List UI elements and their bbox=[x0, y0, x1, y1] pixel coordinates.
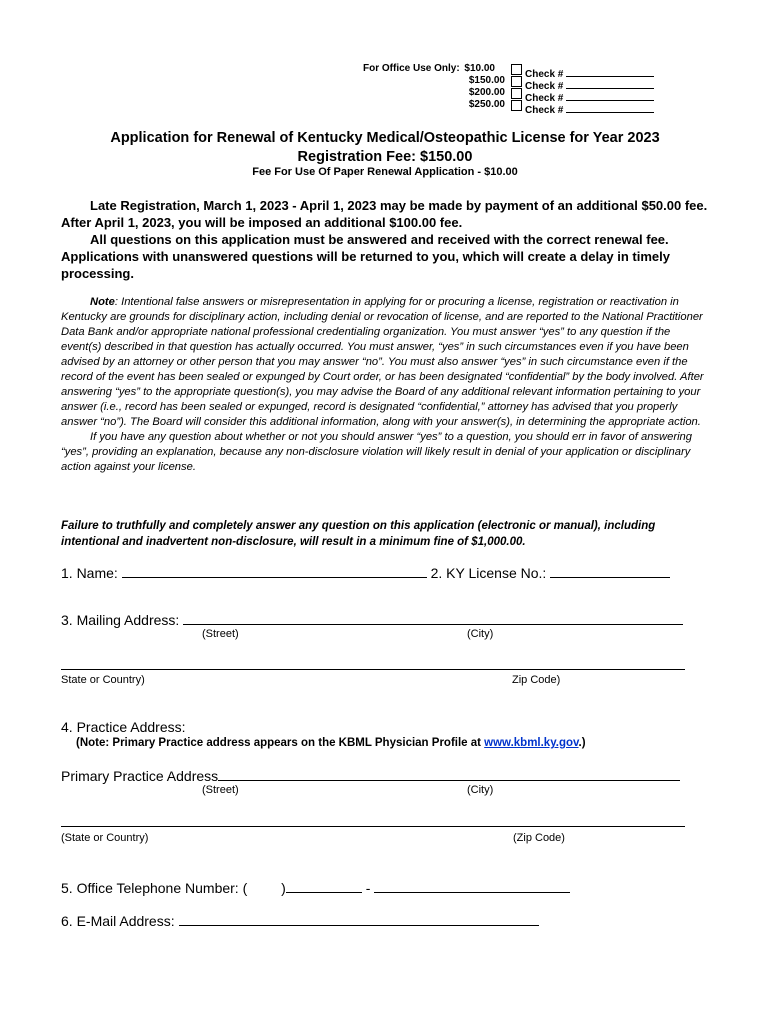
street-caption: (Street) bbox=[202, 784, 239, 796]
practice-note-end: .) bbox=[578, 737, 586, 749]
phone-dash: - bbox=[365, 880, 371, 896]
paper-fee: Fee For Use Of Paper Renewal Application - $10.00 bbox=[252, 166, 518, 178]
email-row bbox=[61, 912, 539, 929]
practice-note-text: (Note: Primary Practice address appears on the KBML Physician Profile at bbox=[76, 737, 485, 749]
fee-amount: $150.00 bbox=[468, 75, 505, 86]
check-number-label: Check # bbox=[525, 105, 564, 116]
primary-row bbox=[61, 767, 680, 784]
fee-checkbox[interactable] bbox=[511, 64, 522, 75]
kbml-link[interactable]: www.kbml.ky.gov bbox=[484, 737, 579, 749]
note-block bbox=[61, 295, 711, 475]
primary-street-city-field[interactable] bbox=[218, 767, 680, 781]
license-label: 2. KY License No.: bbox=[430, 565, 547, 581]
office-use-label: For Office Use Only: bbox=[363, 63, 460, 74]
mailing-label: 3. Mailing Address: bbox=[61, 612, 180, 628]
email-label: 6. E-Mail Address: bbox=[61, 913, 175, 929]
street-caption: (Street) bbox=[202, 628, 239, 640]
fee-amount: $250.00 bbox=[468, 99, 505, 110]
phone-label: 5. Office Telephone Number: ( bbox=[61, 880, 248, 896]
primary-label: Primary Practice Address bbox=[61, 768, 219, 784]
phone-prefix-field[interactable] bbox=[286, 879, 362, 893]
area-code-field[interactable] bbox=[251, 880, 281, 893]
city-caption: (City) bbox=[467, 628, 494, 640]
fee-checkbox[interactable] bbox=[511, 100, 522, 111]
state-caption: (State or Country) bbox=[61, 832, 149, 844]
late-registration-block bbox=[61, 197, 721, 282]
mailing-row bbox=[61, 611, 683, 628]
practice-note bbox=[76, 737, 586, 749]
name-row bbox=[61, 564, 670, 581]
license-field[interactable] bbox=[550, 564, 670, 578]
check-number-label: Check # bbox=[525, 93, 564, 104]
check-number-field[interactable] bbox=[566, 99, 654, 113]
phone-paren-close: ) bbox=[281, 880, 286, 896]
note-text-2: If you have any question about whether or not you should answer “yes” to a question, you should err in favor of answering “yes”, providing an explanation, because any non-disclosure violation will likely result in denial of your application or disciplinary action against your license. bbox=[61, 431, 692, 473]
check-number-label: Check # bbox=[525, 69, 564, 80]
practice-label: 4. Practice Address: bbox=[61, 719, 186, 735]
zip-caption: Zip Code) bbox=[512, 674, 561, 686]
name-label: 1. Name: bbox=[61, 565, 118, 581]
phone-number-field[interactable] bbox=[374, 879, 570, 893]
primary-state-zip-field[interactable] bbox=[61, 826, 685, 827]
fee-checkbox[interactable] bbox=[511, 76, 522, 87]
state-caption: State or Country) bbox=[61, 674, 145, 686]
phone-row bbox=[61, 879, 570, 896]
check-number-label: Check # bbox=[525, 81, 564, 92]
unanswered-questions-text: All questions on this application must be answered and received with the correct renewal fee. Applications with unanswered questions will be returned to you, which will create a delay in timely processing. bbox=[61, 232, 670, 281]
note-text: : Intentional false answers or misrepresentation in applying for or procuring a license, registration or reactivation in Kentucky are grounds for disciplinary action, including denial or revocation of license, and are reported to the National Practitioner Data Bank and/or appropriate national professional credentialing organization. You must answer “yes” to any question if the event(s) described in that question has actually occurred. You must answer, “yes” in such circumstances even if you have been advised by an attorney or other person that you may answer “no”. You must also answer “yes” in such circumstance even if the record of the event has been sealed or expunged by Court order, or has been designated “confidential” by the body involved. After answering “yes” to the appropriate question(s), you may advise the Board of any additional relevant information pertaining to your answer (i.e., record has been sealed or expunged, record is designated “confidential,” attorney has advised that you properly answer “no”). The Board will consider this additional information, along with your answer(s), in determining the appropriate action. bbox=[61, 296, 704, 428]
mailing-street-city-field[interactable] bbox=[183, 611, 683, 625]
email-field[interactable] bbox=[179, 912, 539, 926]
page-title: Application for Renewal of Kentucky Medical/Osteopathic License for Year 2023 bbox=[110, 130, 660, 146]
registration-fee: Registration Fee: $150.00 bbox=[297, 149, 473, 165]
fee-checkbox[interactable] bbox=[511, 88, 522, 99]
fee-amount: $10.00 bbox=[464, 63, 495, 74]
fee-amount: $200.00 bbox=[468, 87, 505, 98]
city-caption: (City) bbox=[467, 784, 494, 796]
note-label: Note bbox=[90, 296, 115, 308]
zip-caption: (Zip Code) bbox=[513, 832, 565, 844]
failure-notice: Failure to truthfully and completely answer any question on this application (electronic or manual), including intentional and inadvertent non-disclosure, will result in a minimum fine of $1,000.00. bbox=[61, 520, 656, 548]
late-registration-text: Late Registration, March 1, 2023 - April 1, 2023 may be made by payment of an additional $50.00 fee. After April 1, 2023, you will be imposed an additional $100.00 fee. bbox=[61, 198, 708, 230]
name-field[interactable] bbox=[122, 564, 427, 578]
mailing-state-zip-field[interactable] bbox=[61, 669, 685, 670]
